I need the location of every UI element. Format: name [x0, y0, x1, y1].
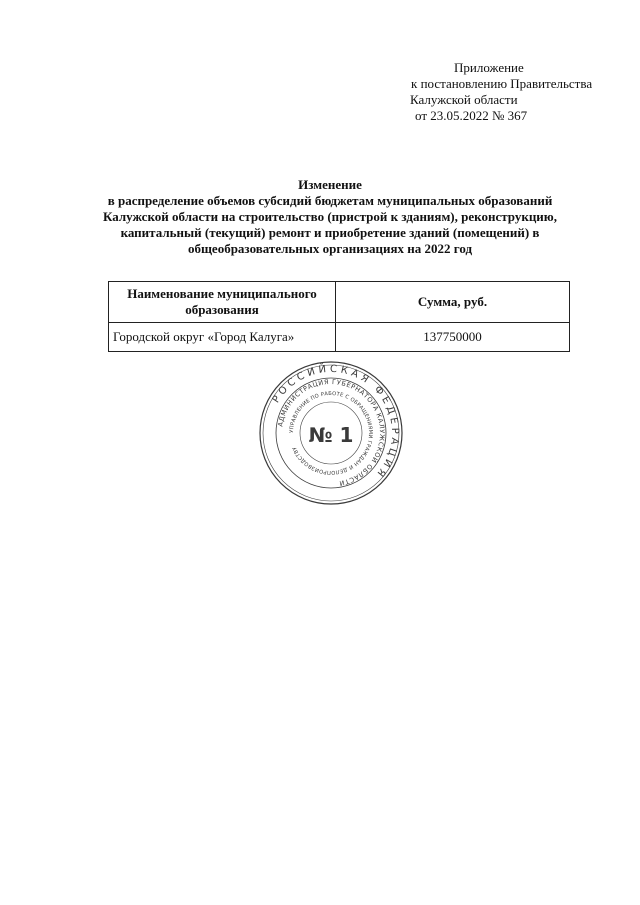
- appendix-line-4: от 23.05.2022 № 367: [415, 108, 528, 123]
- document-heading: [80, 177, 580, 257]
- column-header-amount: Сумма, руб.: [336, 282, 570, 323]
- seal-inner-text: УПРАВЛЕНИЕ ПО РАБОТЕ С ОБРАЩЕНИЯМИ ГРАЖДАН И ДЕЛОПРОИЗВОДСТВУ: [288, 390, 374, 476]
- heading-title: Изменение: [298, 177, 362, 192]
- appendix-line-1: Приложение: [454, 60, 524, 75]
- table-header-row: [109, 282, 570, 323]
- appendix-line-3: Калужской области: [410, 92, 518, 107]
- cell-amount: 137750000: [336, 323, 570, 352]
- heading-line-2: Калужской области на строительство (пристрой к зданиям), реконструкцию,: [103, 209, 557, 224]
- seal-number: № 1: [308, 423, 354, 447]
- heading-line-4: общеобразовательных организациях на 2022 год: [187, 241, 473, 256]
- official-seal: [258, 360, 404, 506]
- cell-municipality: Городской округ «Город Калуга»: [109, 323, 336, 352]
- appendix-header: [410, 60, 592, 124]
- appendix-line-2: к постановлению Правительства: [411, 76, 593, 91]
- seal-ring-text: АДМИНИСТРАЦИЯ ГУБЕРНАТОРА КАЛУЖСКОЙ ОБЛАСТИ: [276, 377, 387, 488]
- subsidy-table: [108, 281, 570, 352]
- seal-outer-text: РОССИЙСКАЯ ФЕДЕРАЦИЯ: [270, 363, 401, 481]
- table-row: [109, 323, 570, 352]
- column-header-municipality: Наименование муниципального образования: [109, 282, 336, 323]
- heading-line-3: капитальный (текущий) ремонт и приобретение зданий (помещений) в: [120, 225, 540, 240]
- heading-line-1: в распределение объемов субсидий бюджетам муниципальных образований: [107, 193, 553, 208]
